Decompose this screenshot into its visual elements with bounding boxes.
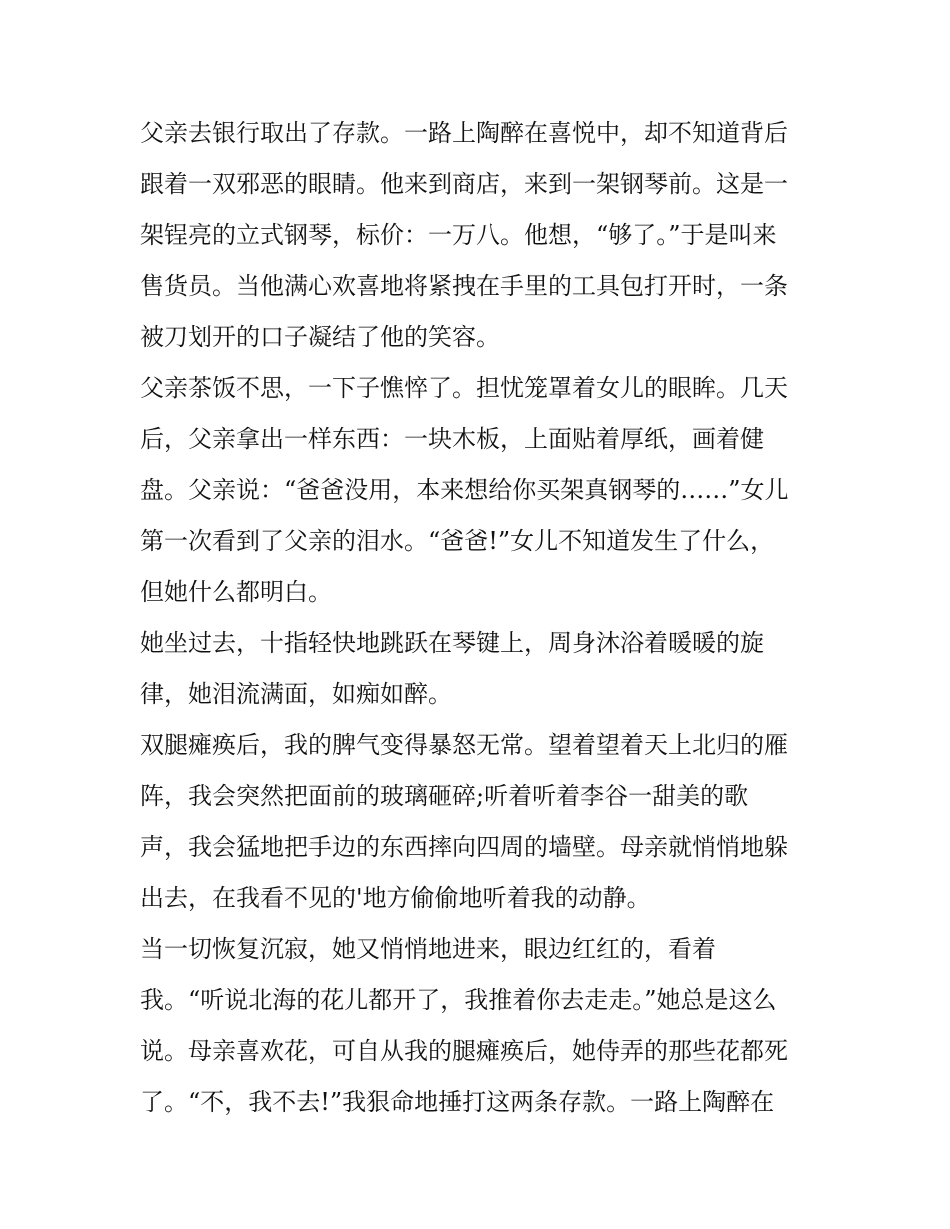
text-line: 双腿瘫痪后，我的脾气变得暴怒无常。望着望着天上北归的雁 [140,731,788,759]
text-line: 盘。父亲说：“爸爸没用，本来想给你买架真钢琴的……”女儿 [140,476,789,504]
body-text [140,108,820,1128]
text-line: 后，父亲拿出一样东西：一块木板，上面贴着厚纸，画着健 [140,425,764,453]
text-line: 第一次看到了父亲的泪水。“爸爸!”女儿不知道发生了什么， [140,527,775,555]
text-line: 当一切恢复沉寂，她又悄悄地进来，眼边红红的，看着 [140,935,716,963]
text-line: 了。“不，我不去!”我狠命地捶打这两条存款。一路上陶醉在 [140,1088,775,1116]
text-line: 我。“听说北海的花儿都开了，我推着你去走走。”她总是这么 [140,986,777,1014]
text-line: 阵，我会突然把面前的玻璃砸碎;听着听着李谷一甜美的歌 [140,782,749,810]
text-line: 律，她泪流满面，如痴如醉。 [140,680,452,708]
text-line: 父亲茶饭不思，一下子憔悴了。担忧笼罩着女儿的眼眸。几天 [140,374,788,402]
text-line: 父亲去银行取出了存款。一路上陶醉在喜悦中，却不知道背后 [140,119,788,147]
text-line: 出去，在我看不见的'地方偷偷地听着我的动静。 [140,884,651,912]
text-line: 她坐过去，十指轻快地跳跃在琴键上，周身沐浴着暖暖的旋 [140,629,764,657]
text-line: 但她什么都明白。 [140,578,332,606]
text-line: 架锃亮的立式钢琴，标价：一万八。他想，“够了。”于是叫来 [140,221,777,249]
text-line: 说。母亲喜欢花，可自从我的腿瘫痪后，她侍弄的那些花都死 [140,1037,788,1065]
text-line: 被刀划开的口子凝结了他的笑容。 [140,323,500,351]
text-line: 声，我会猛地把手边的东西摔向四周的墙壁。母亲就悄悄地躲 [140,833,788,861]
text-line: 跟着一双邪恶的眼睛。他来到商店，来到一架钢琴前。这是一 [140,170,788,198]
text-line: 售货员。当他满心欢喜地将紧拽在手里的工具包打开时，一条 [140,272,788,300]
